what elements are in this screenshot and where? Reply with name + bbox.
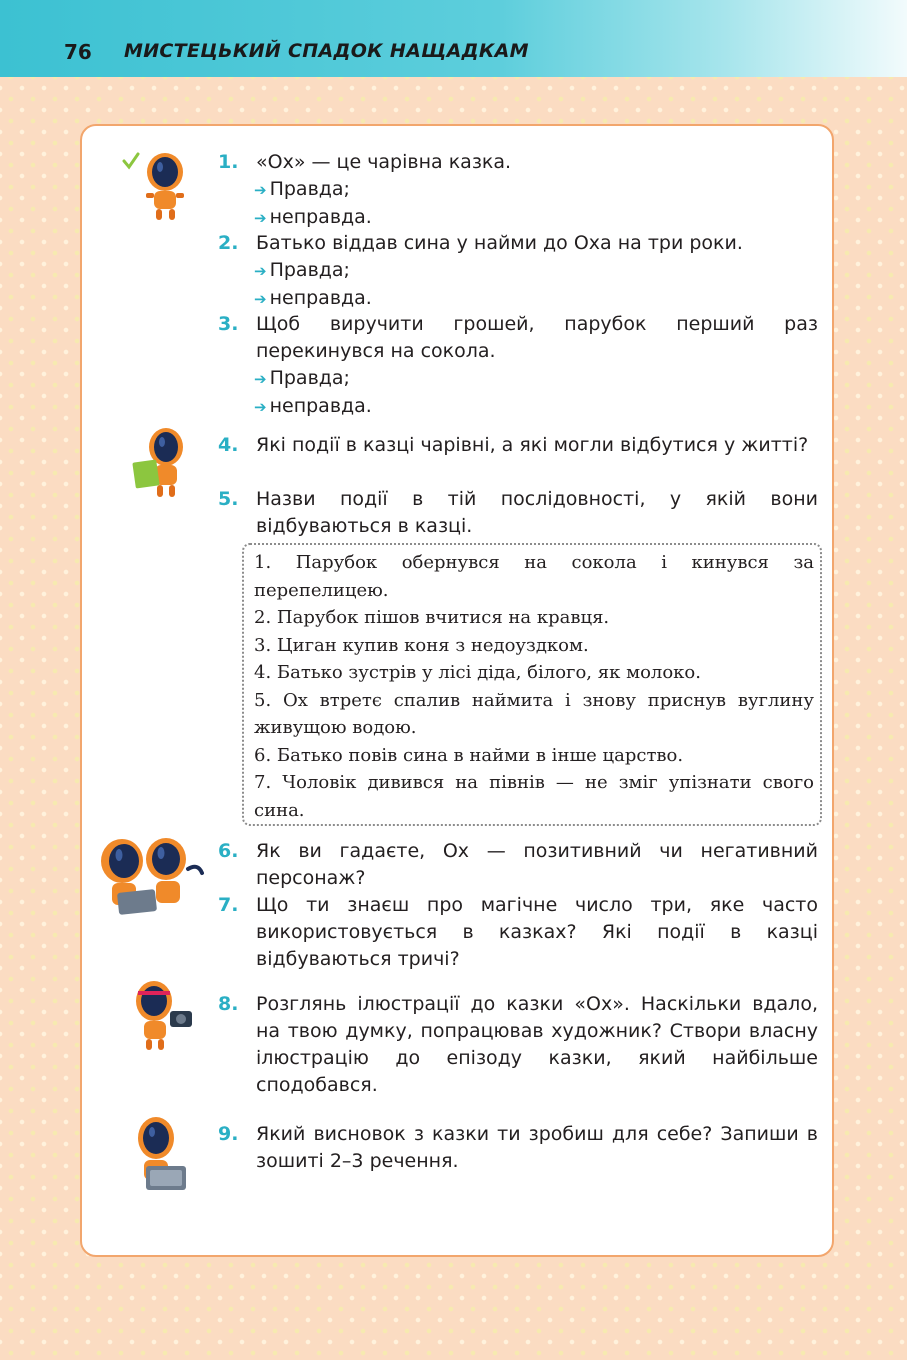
running-title: МИСТЕЦЬКИЙ СПАДОК НАЩАДКАМ — [124, 40, 529, 62]
question-item — [218, 432, 818, 459]
arrow-right-icon: ➔ — [254, 181, 267, 199]
question-text: Батько віддав сина у найми до Оха на три роки. — [256, 232, 743, 254]
question-item — [218, 486, 818, 540]
question-number: 8. — [218, 993, 239, 1015]
question-text: Який висновок з казки ти зробиш для себе? Запиши в зошиті 2–3 речення. — [256, 1123, 818, 1172]
question-number: 2. — [218, 232, 239, 254]
arrow-right-icon: ➔ — [254, 209, 267, 227]
question-text: Як ви гадаєте, Ох — позитивний чи негативний персонаж? — [256, 840, 818, 889]
event-item: 7. Чоловік дивився на півнів — не зміг упізнати свого сина. — [254, 772, 814, 821]
question-item — [218, 149, 818, 232]
question-number: 9. — [218, 1123, 239, 1145]
question-text: Які події в казці чарівні, а які могли відбутися у житті? — [256, 434, 809, 456]
event-item: 6. Батько повів сина в найми в інше царство. — [254, 744, 684, 766]
question-number: 3. — [218, 313, 239, 335]
robot-tablet-icon — [128, 1112, 194, 1196]
question-item — [218, 230, 818, 313]
robot-pair-icon — [92, 835, 212, 919]
question-text: Назви події в тій послідовності, у якій вони відбуваються в казці. — [256, 488, 818, 537]
robot-check-icon — [118, 145, 200, 225]
answer-option[interactable]: ➔ неправда. — [254, 395, 372, 417]
event-item: 4. Батько зустрів у лісі діда, білого, як молоко. — [254, 662, 701, 683]
question-text: Що ти знаєш про магічне число три, яке часто використовується в казках? Які події в казці відбуваються тричі? — [256, 894, 818, 970]
arrow-right-icon: ➔ — [254, 398, 267, 416]
events-box — [242, 543, 822, 826]
question-item — [218, 838, 818, 892]
question-text: Розглянь ілюстрації до казки «Ох». Наскільки вдало, на твою думку, попрацював художник? Створи власну ілюстрацію до епізоду казки, який найбільше сподобався. — [256, 993, 818, 1096]
question-text: Щоб виручити грошей, парубок перший раз перекинувся на сокола. — [256, 313, 818, 362]
question-number: 1. — [218, 151, 239, 173]
event-item: 5. Ох втретє спалив наймита і знову приснув вуглину живущою водою. — [254, 689, 814, 738]
robot-reading-icon — [128, 423, 198, 503]
question-number: 5. — [218, 488, 239, 510]
arrow-right-icon: ➔ — [254, 262, 267, 280]
answer-option[interactable]: ➔ Правда; — [254, 259, 350, 281]
arrow-right-icon: ➔ — [254, 290, 267, 308]
question-item — [218, 1121, 818, 1175]
arrow-right-icon: ➔ — [254, 370, 267, 388]
answer-option[interactable]: ➔ Правда; — [254, 367, 350, 389]
page-header — [0, 0, 907, 77]
answer-option[interactable]: ➔ неправда. — [254, 206, 372, 228]
event-item: 1. Парубок обернувся на сокола і кинувся за перепелицею. — [254, 552, 814, 601]
question-item — [218, 892, 818, 973]
answer-option[interactable]: ➔ неправда. — [254, 287, 372, 309]
event-item: 3. Циган купив коня з недоуздком. — [254, 634, 589, 656]
question-number: 6. — [218, 840, 239, 862]
question-item — [218, 991, 818, 1099]
question-text: «Ох» — це чарівна казка. — [256, 151, 512, 173]
page-number: 76 — [64, 40, 92, 64]
event-item: 2. Парубок пішов вчитися на кравця. — [254, 607, 610, 628]
question-item — [218, 311, 818, 421]
question-number: 7. — [218, 894, 239, 916]
robot-camera-icon — [126, 975, 200, 1055]
question-number: 4. — [218, 434, 239, 456]
answer-option[interactable]: ➔ Правда; — [254, 178, 350, 200]
